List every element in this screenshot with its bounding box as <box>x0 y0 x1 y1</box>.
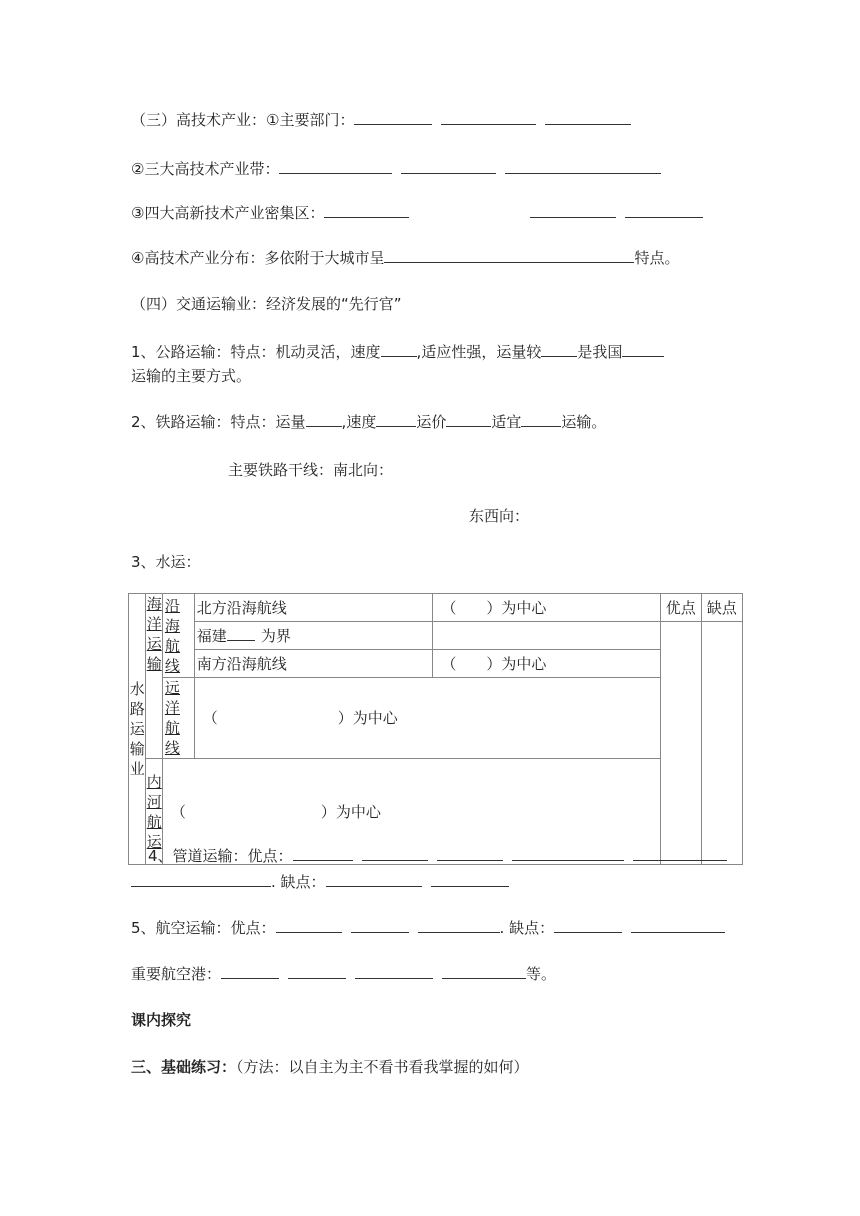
practice-note: （方法：以自主为主不看书看我掌握的如何） <box>236 1058 529 1076</box>
pipeline-transport <box>148 846 727 866</box>
blank[interactable] <box>431 872 509 887</box>
blank[interactable] <box>227 626 255 641</box>
inclass-title <box>131 1010 191 1030</box>
coastal-route-header: 沿海 航线 <box>162 594 194 678</box>
empty-cell <box>433 622 660 650</box>
blank[interactable] <box>631 918 725 933</box>
ocean-transport-header: 海 洋 运 输 <box>146 594 162 759</box>
blank[interactable] <box>625 203 703 218</box>
blank[interactable] <box>554 918 622 933</box>
hightech-belts-text: ②三大高技术产业带： <box>131 160 280 178</box>
waterway-header: 水 路 运 输 业 <box>129 594 146 865</box>
blank[interactable] <box>512 846 624 861</box>
pros-header: 优点 <box>660 594 701 622</box>
blank[interactable] <box>362 846 428 861</box>
north-center-cell[interactable]: （ ）为中心 <box>433 594 660 622</box>
road-transport-cont <box>131 366 251 386</box>
blank[interactable] <box>131 872 271 887</box>
rail-text-5: 运输。 <box>561 413 607 431</box>
water-title <box>131 552 201 572</box>
road-text-2: ,适应性强，运量较 <box>416 343 542 361</box>
pros-cell[interactable] <box>660 622 701 865</box>
inland-river-header: 内 河 航 运 <box>146 759 162 865</box>
hightech-dist-suffix: 特点。 <box>634 249 680 267</box>
airports <box>131 964 556 984</box>
road-text-1: 1、公路运输：特点：机动灵活，速度 <box>131 343 381 361</box>
pipeline-transport-cont <box>131 872 518 892</box>
air-transport <box>131 918 725 938</box>
blank[interactable] <box>279 159 392 174</box>
hightech-zones-text: ③四大高新技术产业密集区： <box>131 204 325 222</box>
blank[interactable] <box>288 964 346 979</box>
cons-cell[interactable] <box>701 622 742 865</box>
south-center-cell[interactable]: （ ）为中心 <box>433 650 660 678</box>
road-text-3: 是我国 <box>577 343 623 361</box>
airports-end: 等。 <box>526 965 557 983</box>
rail-text-4: 适宜 <box>491 413 522 431</box>
blank[interactable] <box>221 964 279 979</box>
hightech-title-text: （三）高技术产业：①主要部门： <box>131 111 355 129</box>
blank[interactable] <box>437 846 503 861</box>
practice-line <box>131 1057 529 1077</box>
north-route-cell: 北方沿海航线 <box>194 594 433 622</box>
transport-title-text: （四）交通运输业：经济发展的“先行官” <box>131 295 402 313</box>
blank[interactable] <box>276 918 342 933</box>
practice-title: 三、基础练习： <box>131 1058 237 1076</box>
hightech-dist-prefix: ④高技术产业分布：多依附于大城市呈 <box>131 249 385 267</box>
blank[interactable] <box>633 846 727 861</box>
blank[interactable] <box>446 412 491 427</box>
blank[interactable] <box>401 159 496 174</box>
south-route-cell: 南方沿海航线 <box>194 650 433 678</box>
blank[interactable] <box>293 846 353 861</box>
road-text-4: 运输的主要方式。 <box>131 367 252 385</box>
hightech-distribution <box>131 248 679 268</box>
blank[interactable] <box>622 342 664 357</box>
rail-ns <box>228 460 393 480</box>
blank[interactable] <box>384 248 634 263</box>
blank[interactable] <box>376 412 416 427</box>
blank[interactable] <box>545 110 631 125</box>
rail-text-1: 2、铁路运输：特点：运量 <box>131 413 306 431</box>
pipe-text-2: . 缺点： <box>271 873 326 891</box>
blank[interactable] <box>418 918 500 933</box>
blank[interactable] <box>306 412 342 427</box>
blank[interactable] <box>442 964 526 979</box>
blank[interactable] <box>505 159 661 174</box>
far-sea-header: 远洋 航线 <box>162 678 194 759</box>
far-sea-center-cell[interactable]: （ ）为中心 <box>194 678 660 759</box>
cons-header: 缺点 <box>701 594 742 622</box>
hightech-title <box>131 110 640 130</box>
blank[interactable] <box>354 110 432 125</box>
hightech-belts <box>131 159 670 179</box>
air-text-2: . 缺点： <box>499 919 555 937</box>
rail-ew <box>469 506 529 526</box>
blank[interactable] <box>381 342 417 357</box>
rail-text-2: ,速度 <box>341 413 377 431</box>
blank[interactable] <box>355 964 433 979</box>
blank[interactable] <box>441 110 536 125</box>
fujian-cell: 福建 为界 <box>194 622 433 650</box>
inland-center-cell[interactable]: （ ）为中心 <box>162 759 660 865</box>
rail-text-3: 运价 <box>416 413 447 431</box>
blank[interactable] <box>541 342 577 357</box>
water-title-text: 3、水运： <box>131 553 201 571</box>
blank[interactable] <box>326 872 422 887</box>
rail-ew-text: 东西向： <box>469 507 530 525</box>
inclass-title-text: 课内探究 <box>131 1011 192 1029</box>
hightech-zones <box>131 203 712 223</box>
airports-text: 重要航空港： <box>131 965 222 983</box>
rail-transport <box>131 412 606 432</box>
air-text-1: 5、航空运输：优点： <box>131 919 276 937</box>
pipe-text-1: 4、管道运输：优点： <box>148 847 293 865</box>
water-transport-table <box>128 593 743 865</box>
blank[interactable] <box>530 203 616 218</box>
blank[interactable] <box>324 203 409 218</box>
blank[interactable] <box>351 918 409 933</box>
blank[interactable] <box>521 412 561 427</box>
road-transport <box>131 342 664 362</box>
transport-title <box>131 294 402 314</box>
rail-ns-text: 主要铁路干线：南北向： <box>228 461 394 479</box>
